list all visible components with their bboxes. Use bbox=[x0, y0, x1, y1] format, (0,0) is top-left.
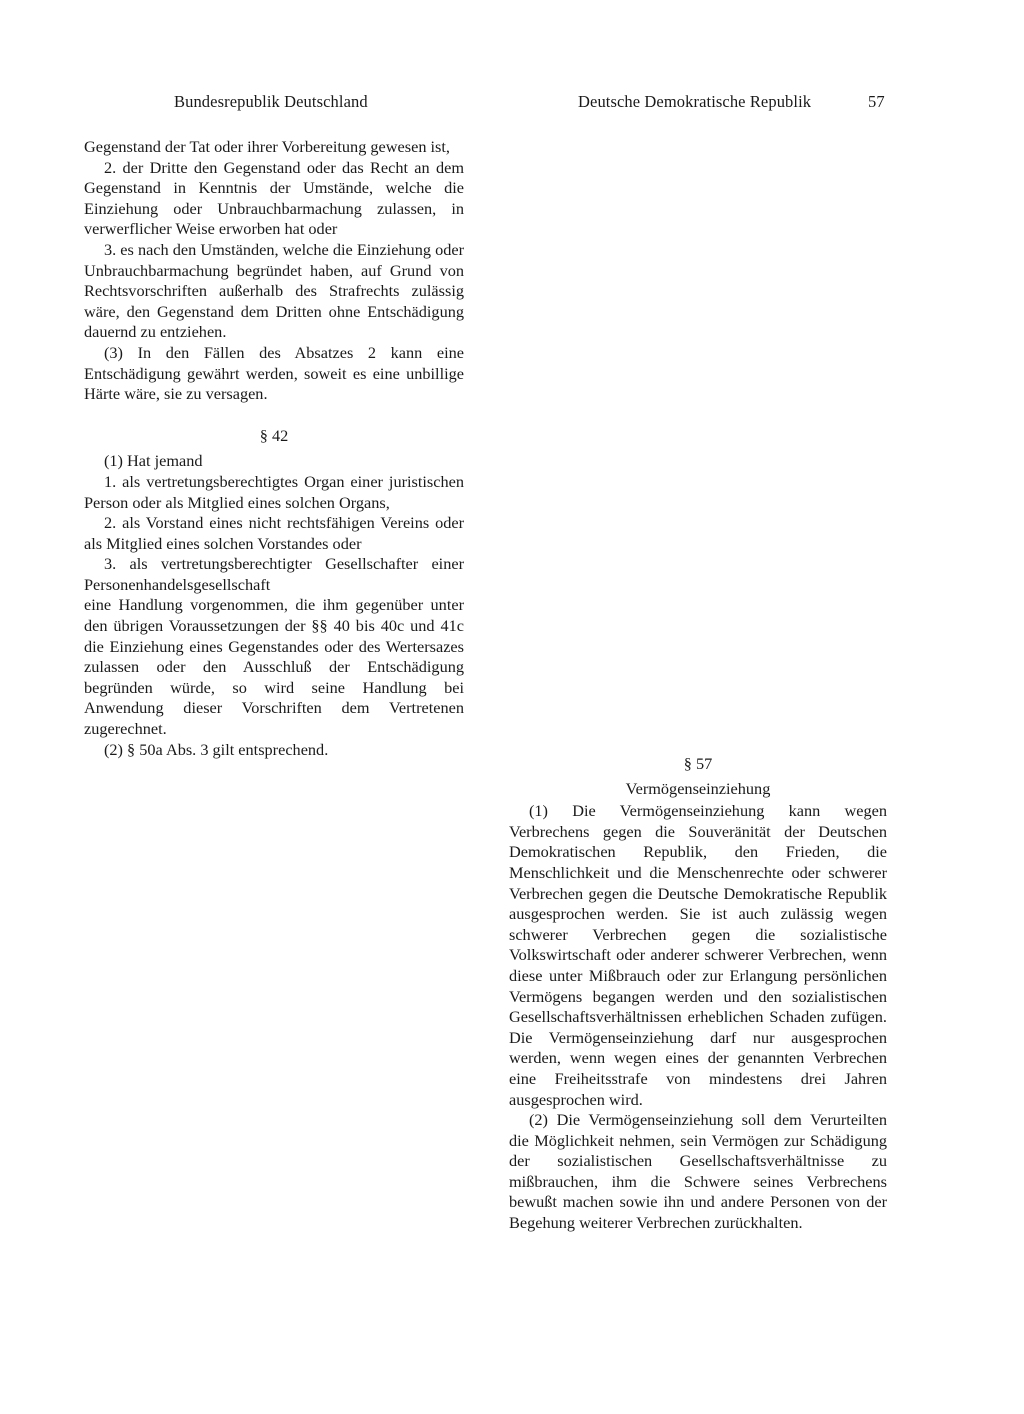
right-column bbox=[509, 754, 887, 1234]
section-42-main-clause: eine Handlung vorgenommen, die ihm gegenüber unter den übrigen Voraussetzungen der §§ 40 bis 40c und 41c die Einziehung eines Gegenstandes oder des Wertersazes zulassen oder den Ausschluß der Entschädigung begründen würde, so wird seine Handlung bei Anwendung dieser Vorschriften dem Vertretenen zugerechnet. bbox=[84, 595, 464, 739]
section-42-paragraph-2: (2) § 50a Abs. 3 gilt entsprechend. bbox=[104, 739, 329, 759]
left-column bbox=[84, 137, 464, 760]
section-42-item-3: 3. als vertretungsberechtigter Gesellschafter einer Personenhandelsgesellschaft bbox=[84, 554, 464, 594]
left-paragraph-item-2: 2. der Dritte den Gegenstand oder das Recht an dem Gegenstand in Kenntnis der Umstände, welche die Einziehung oder Unbrauchbarmachung zulassen, in verwerflicher Weise erworben hat oder bbox=[84, 157, 464, 239]
section-heading-42: § 42 bbox=[259, 425, 289, 445]
header-left-title: Bundesrepublik Deutschland bbox=[174, 92, 368, 111]
left-paragraph-item-3: 3. es nach den Umständen, welche die Einziehung oder Unbrauchbarmachung begründet haben, auf Grund von Rechtsvorschriften außerhalb des Strafrechts zulässig wäre, den Gegenstand dem Dritten ohne Entschädigung dauernd zu entziehen. bbox=[84, 239, 464, 342]
section-42-item-1: 1. als vertretungsberechtigtes Organ einer juristischen Person oder als Mitglied eines solchen Organs, bbox=[84, 471, 464, 512]
section-42-item-2: 2. als Vorstand eines nicht rechtsfähigen Vereins oder als Mitglied eines solchen Vorstandes oder bbox=[84, 513, 464, 553]
left-paragraph-absatz-3: (3) In den Fällen des Absatzes 2 kann eine Entschädigung gewährt werden, soweit es eine unbillige Härte wäre, sie zu versagen. bbox=[84, 342, 464, 404]
page-number: 57 bbox=[868, 92, 885, 111]
section-heading-57: § 57 bbox=[683, 754, 713, 773]
section-57-paragraph-1: (1) Die Vermögenseinziehung kann wegen Verbrechens gegen die Souveränität der Deutschen Demokratischen Republik, den Frieden, die Menschlichkeit und die Menschenrechte oder schwerer Verbrechen gegen die Deutsche Demokratische Republik ausgesprochen werden. Sie ist auch zulässig wegen schwerer Verbrechen gegen die sozialistische Volkswirtschaft oder anderer schwerer Verbrechen, wenn diese unter Mißbrauch oder zur Erlangung persönlichen Vermögens begangen werden und den sozialistischen Gesellschaftsverhältnissen erheblichen Schaden zufügen. Die Vermögenseinziehung darf nur ausgesprochen werden, wenn wegen eines der genannten Verbrechen eine Freiheitsstrafe von mindestens drei Jahren ausgesprochen wird. bbox=[509, 801, 887, 1109]
section-57-paragraph-2: (2) Die Vermögenseinziehung soll dem Verurteilten die Möglichkeit nehmen, sein Vermögen zur Schädigung der sozialistischen Gesellschaftsverhältnisse zu mißbrauchen, ihm die Schwere seines Verbrechens bewußt machen sowie ihn und andere Personen von der Begehung weiterer Verbrechen zurückhalten. bbox=[509, 1110, 887, 1233]
section-57-title: Vermögenseinziehung bbox=[625, 778, 771, 798]
header-right-title: Deutsche Demokratische Republik bbox=[578, 92, 812, 111]
left-paragraph-continuation: Gegenstand der Tat oder ihrer Vorbereitung gewesen ist, bbox=[84, 137, 450, 156]
section-42-paragraph-1: (1) Hat jemand bbox=[104, 451, 203, 471]
